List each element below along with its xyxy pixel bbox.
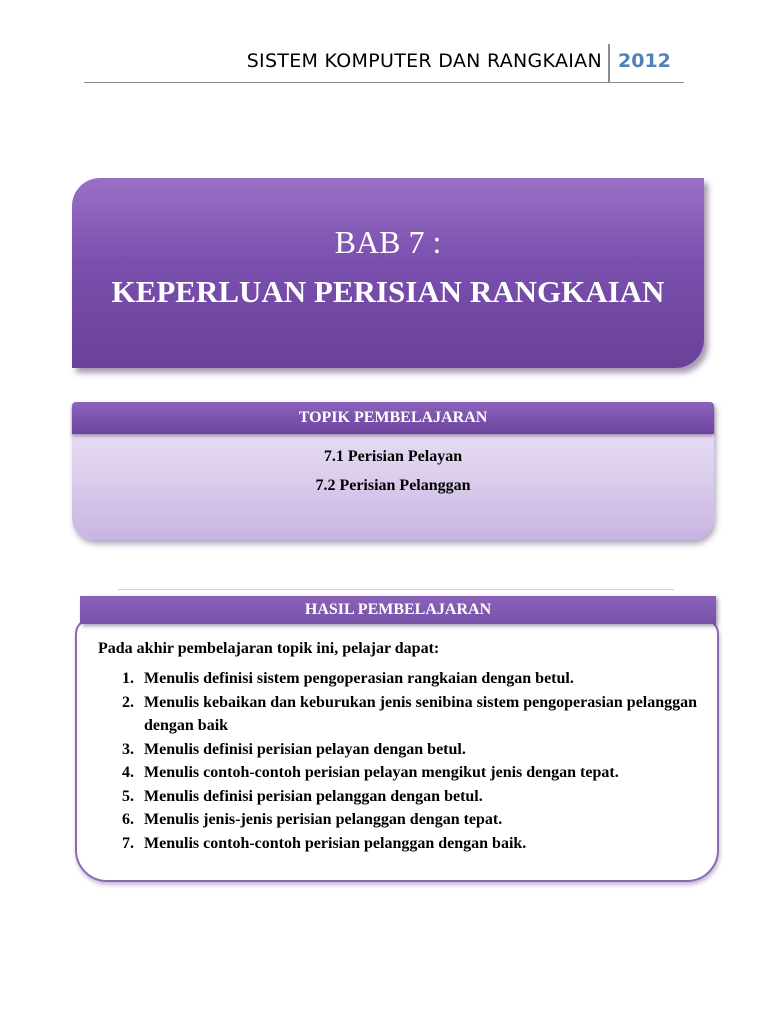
outcome-item: 3. Menulis definisi perisian pelayan dengan betul. xyxy=(122,740,466,758)
topic-item: 7.2 Perisian Pelanggan xyxy=(315,477,471,494)
outcome-item: 5. Menulis definisi perisian pelanggan dengan betul. xyxy=(122,787,483,805)
outcome-item: 6. Menulis jenis-jenis perisian pelanggan dengan tepat. xyxy=(122,811,503,828)
outcome-item: 4. Menulis contoh-contoh perisian pelayan mengikut jenis dengan tepat. xyxy=(122,764,619,781)
outcomes-list xyxy=(98,667,698,855)
outcome-item: 7. Menulis contoh-contoh perisian pelanggan dengan baik. xyxy=(122,834,527,852)
outcomes-heading: HASIL PEMBELAJARAN xyxy=(80,596,716,624)
chapter-number: BAB 7 : xyxy=(334,224,442,260)
header-year: 2012 xyxy=(618,50,671,72)
chapter-banner xyxy=(72,178,704,368)
divider xyxy=(118,589,674,590)
header-title: SISTEM KOMPUTER DAN RANGKAIAN xyxy=(246,50,602,72)
topics-heading: TOPIK PEMBELAJARAN xyxy=(72,402,714,434)
outcome-item: 1. Menulis definisi sistem pengoperasian rangkaian dengan betul. xyxy=(122,670,574,687)
outcome-item: 2. Menulis kebaikan dan keburukan jenis senibina sistem pengoperasian pelanggan dengan baik xyxy=(122,693,698,734)
chapter-title: KEPERLUAN PERISIAN RANGKAIAN xyxy=(111,274,665,309)
outcomes-intro: Pada akhir pembelajaran topik ini, pelajar dapat: xyxy=(98,640,440,657)
page-header xyxy=(84,44,684,83)
topics-box xyxy=(72,402,714,540)
topic-item: 7.1 Perisian Pelayan xyxy=(323,448,463,465)
header-divider xyxy=(608,44,610,82)
